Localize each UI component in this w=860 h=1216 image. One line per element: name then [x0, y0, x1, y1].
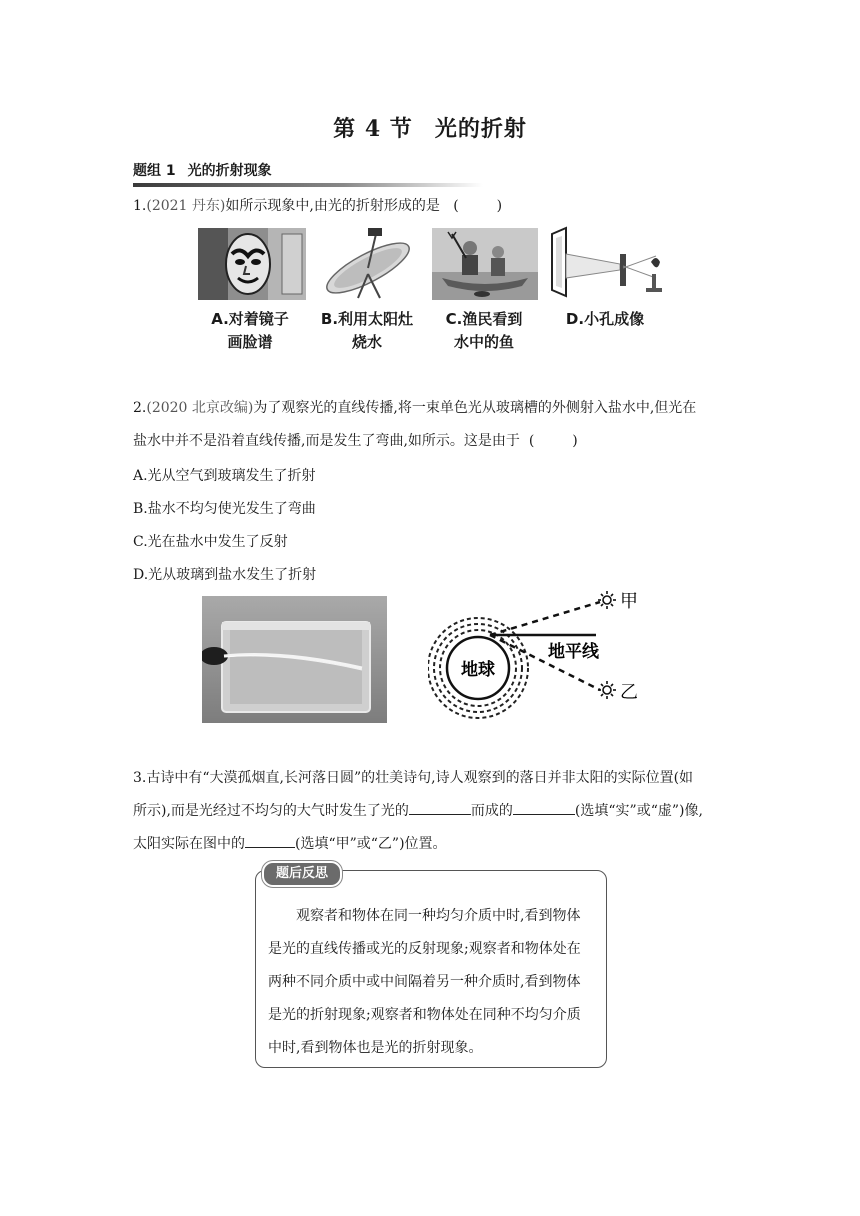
question-text-line1: 古诗中有“大漠孤烟直,长河落日圆”的壮美诗句,诗人观察到的落日并非太阳的实际位置(如 [146, 770, 694, 786]
sun-yi-icon [598, 681, 616, 699]
option-c-line1: C.渔民看到 [445, 310, 523, 328]
question-text-line3a: 太阳实际在图中的 [133, 836, 245, 852]
option-d-caption [552, 308, 658, 331]
option-c-line2: 水中的鱼 [453, 333, 514, 351]
reflection-line: 两种不同介质中或中间隔着另一种介质时,看到物体 [268, 974, 581, 990]
question-text-line2: 盐水中并不是沿着直线传播,而是发生了弯曲,如所示。这是由于 [133, 433, 520, 449]
question-1-stem [133, 190, 502, 223]
sun-jia-icon [598, 591, 616, 609]
question-text-line2a: 所示),而是光经过不均匀的大气时发生了光的 [133, 803, 409, 819]
answer-paren-right: ) [496, 198, 503, 214]
reflection-line: 观察者和物体在同一种均匀介质中时,看到物体 [296, 908, 581, 924]
section-name: 光的折射 [434, 116, 527, 142]
option-a[interactable]: A.光从空气到玻璃发生了折射 [133, 468, 316, 484]
question-text: 如所示现象中,由光的折射形成的是 [225, 198, 440, 214]
option-a-line2: 画脸谱 [227, 333, 273, 351]
atmosphere-refraction-diagram [428, 586, 648, 722]
question-number: 2. [133, 400, 147, 416]
reflection-line: 是光的直线传播或光的反射现象;观察者和物体处在 [268, 941, 581, 957]
question-2-stem [133, 392, 733, 458]
question-text-line3b: (选填“甲”或“乙”)位置。 [295, 836, 447, 852]
question-3-stem [133, 762, 733, 861]
option-a-caption [200, 308, 300, 354]
question-source: (2021 丹东) [146, 198, 226, 214]
group-divider [133, 183, 483, 187]
group-heading [133, 160, 272, 180]
option-b-line2: 烧水 [351, 333, 382, 351]
question-text-line2b: 而成的 [470, 803, 513, 819]
section-number: 第 4 节 [333, 116, 413, 142]
question-2-options [133, 460, 316, 592]
jia-label: 甲 [620, 591, 638, 612]
reflection-badge: 题后反思 [262, 861, 342, 887]
reflection-line: 中时,看到物体也是光的折射现象。 [268, 1040, 483, 1056]
option-b-line1: B.利用太阳灶 [320, 310, 414, 328]
option-a-line1: A.对着镜子 [211, 310, 289, 328]
answer-paren-left: ( [453, 198, 459, 214]
horizon-label: 地平线 [548, 642, 599, 662]
question-number: 1. [133, 198, 147, 214]
fill-blank-2[interactable] [513, 798, 575, 815]
option-b[interactable]: B.盐水不均匀使光发生了弯曲 [133, 501, 316, 517]
pinhole-imaging-image [548, 226, 668, 300]
fill-blank-3[interactable] [245, 831, 295, 848]
glass-tank-photo [202, 596, 387, 723]
mirror-face-painting-image [198, 228, 306, 300]
option-c[interactable]: C.光在盐水中发生了反射 [133, 534, 288, 550]
fill-blank-1[interactable] [409, 798, 471, 815]
page-title [0, 112, 860, 143]
earth-label: 地球 [461, 660, 495, 680]
reflection-text [268, 900, 604, 1065]
question-text-line1: 为了观察光的直线传播,将一束单色光从玻璃槽的外侧射入盐水中,但光在 [253, 400, 697, 416]
group-name: 光的折射现象 [187, 163, 272, 179]
solar-cooker-image [318, 224, 420, 300]
reflection-line: 是光的折射现象;观察者和物体处在同种不均匀介质 [268, 1007, 581, 1023]
question-number: 3. [133, 770, 147, 786]
answer-paren-right: ) [572, 433, 578, 449]
option-d-line1: D.小孔成像 [565, 310, 645, 328]
question-source: (2020 北京改编) [146, 400, 254, 416]
question-text-line2c: (选填“实”或“虚”)像, [574, 803, 703, 819]
answer-paren-left: ( [528, 433, 535, 449]
option-d[interactable]: D.光从玻璃到盐水发生了折射 [133, 567, 317, 583]
group-label: 题组 1 [133, 163, 176, 179]
option-c-caption [434, 308, 534, 354]
option-b-caption [308, 308, 426, 354]
yi-label: 乙 [620, 682, 638, 703]
fisherman-spearing-fish-image [432, 228, 538, 300]
